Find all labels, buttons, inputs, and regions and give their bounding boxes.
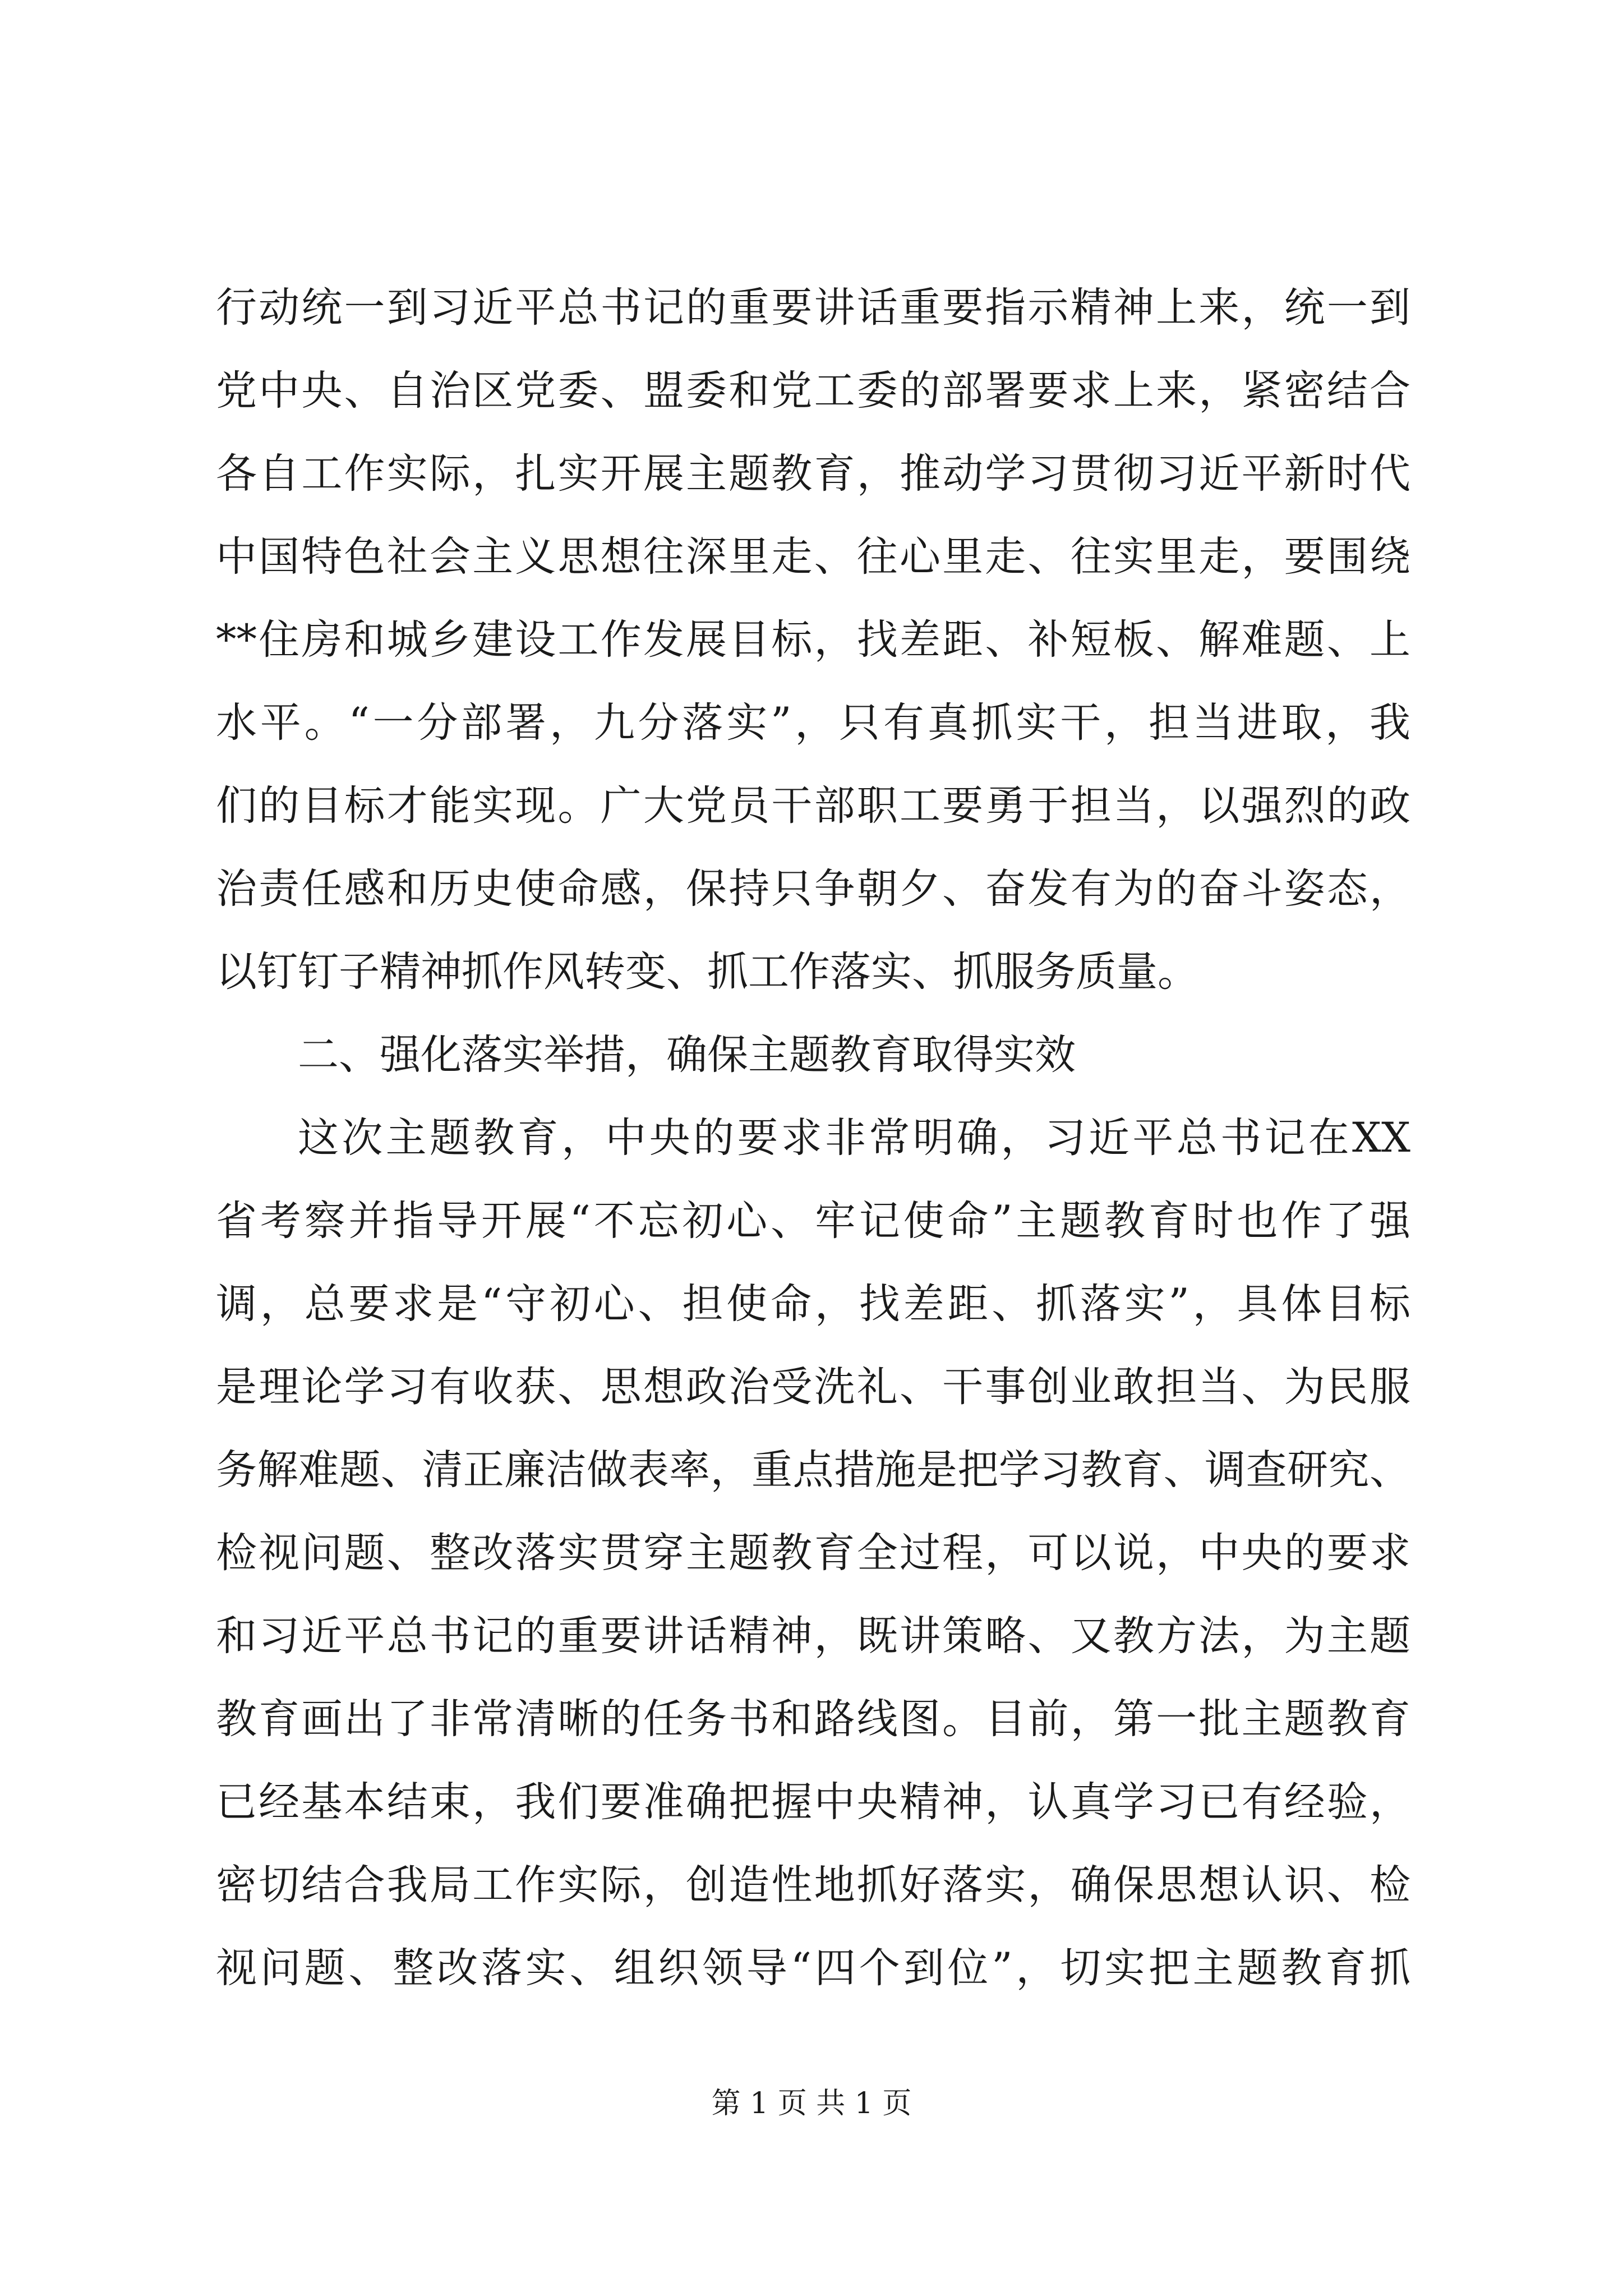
text-line: 以钉钉子精神抓作风转变、抓工作落实、抓服务质量。 — [216, 948, 1198, 996]
text-line: 视问题、整改落实、组织领导“四个到位”，切实把主题教育抓 — [216, 1944, 1410, 1992]
paragraph-2 — [216, 1097, 1410, 2010]
text-line: 和习近平总书记的重要讲话精神，既讲策略、又教方法，为主题 — [216, 1612, 1410, 1660]
paragraph-1 — [216, 266, 1410, 1014]
text-line: 已经基本结束，我们要准确把握中央精神，认真学习已有经验， — [216, 1778, 1410, 1826]
text-line: 水平。“一分部署，九分落实”，只有真抓实干，担当进取，我 — [216, 699, 1410, 747]
text-line: 行动统一到习近平总书记的重要讲话重要指示精神上来，统一到 — [216, 284, 1410, 332]
text-line: 教育画出了非常清晰的任务书和路线图。目前，第一批主题教育 — [216, 1695, 1410, 1743]
text-line: 治责任感和历史使命感，保持只争朝夕、奋发有为的奋斗姿态， — [216, 865, 1410, 913]
text-line: 中国特色社会主义思想往深里走、往心里走、往实里走，要围绕 — [216, 533, 1410, 581]
text-line: 调，总要求是“守初心、担使命，找差距、抓落实”，具体目标 — [216, 1280, 1410, 1328]
document-body — [216, 266, 1410, 2010]
section-heading — [216, 1014, 1410, 1097]
text-line: 检视问题、整改落实贯穿主题教育全过程，可以说，中央的要求 — [216, 1529, 1410, 1577]
text-line: 各自工作实际，扎实开展主题教育，推动学习贯彻习近平新时代 — [216, 450, 1410, 498]
text-line: 党中央、自治区党委、盟委和党工委的部署要求上来，紧密结合 — [216, 367, 1410, 415]
text-line: 省考察并指导开展“不忘初心、牢记使命”主题教育时也作了强 — [216, 1197, 1410, 1245]
page-footer: 第 1 页 共 1 页 — [711, 2087, 912, 2120]
heading-text: 二、强化落实举措，确保主题教育取得实效 — [298, 1031, 1076, 1079]
text-line: 务解难题、清正廉洁做表率，重点措施是把学习教育、调查研究、 — [216, 1446, 1410, 1494]
text-line: 是理论学习有收获、思想政治受洗礼、干事创业敢担当、为民服 — [216, 1363, 1410, 1411]
text-line: 密切结合我局工作实际，创造性地抓好落实，确保思想认识、检 — [216, 1861, 1410, 1909]
text-line: 们的目标才能实现。广大党员干部职工要勇于担当，以强烈的政 — [216, 782, 1410, 830]
text-line: 这次主题教育，中央的要求非常明确，习近平总书记在XX — [298, 1114, 1410, 1162]
text-line: **住房和城乡建设工作发展目标，找差距、补短板、解难题、上 — [216, 616, 1410, 664]
